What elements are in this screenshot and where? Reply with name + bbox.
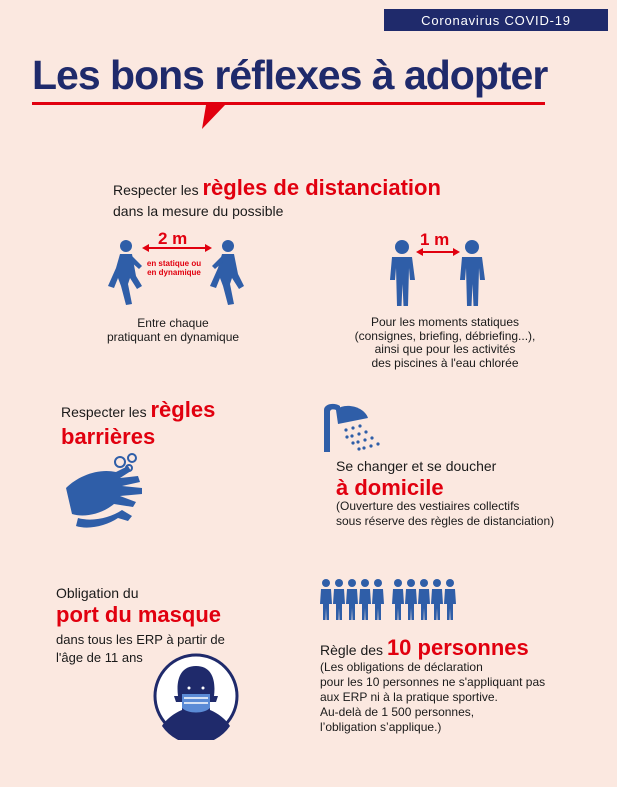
dynamic-caption: [88, 316, 258, 344]
barrieres-emphasis-2: barrières: [61, 424, 156, 449]
domicile-line3: sous réserve des règles de distanciation): [336, 514, 555, 528]
topic-banner: Coronavirus COVID-19: [384, 9, 608, 31]
masque-line2: dans tous les ERP à partir de: [56, 632, 225, 647]
personnes-prefix: Règle des: [320, 642, 387, 658]
personnes-line4: Au-delà de 1 500 personnes,: [320, 705, 475, 719]
domicile-emphasis: à domicile: [336, 475, 444, 500]
dynamic-caption-line2: pratiquant en dynamique: [106, 330, 240, 344]
domicile-line1: Se changer et se doucher: [336, 458, 497, 474]
personnes-details: [320, 660, 545, 735]
personnes-line2: pour les 10 personnes ne s'appliquant pas: [320, 675, 546, 689]
barrieres-emphasis-1: règles: [150, 397, 216, 422]
hand-washing-icon: [58, 452, 158, 530]
static-caption-line1: Pour les moments statiques: [370, 315, 520, 329]
static-caption: [330, 316, 560, 370]
distanciation-subline: dans la mesure du possible: [113, 203, 284, 219]
barrieres-prefix: Respecter les: [61, 404, 151, 420]
dynamic-caption-line1: Entre chaque: [137, 316, 209, 330]
distance-1m-label: 1 m: [420, 230, 450, 249]
personnes-line5: l’obligation s’applique.): [320, 720, 442, 734]
masque-line1: Obligation du: [56, 585, 139, 601]
distanciation-heading: [113, 176, 441, 200]
personnes-line3: aux ERP ni à la pratique sportive.: [320, 690, 498, 704]
domicile-details: [336, 499, 554, 529]
static-caption-line4: des piscines à l'eau chlorée: [371, 355, 519, 370]
distance-2m-subtext-line1: en statique ou: [146, 259, 202, 268]
static-caption-line3: ainsi que pour les activités: [374, 342, 516, 356]
personnes-heading: [320, 636, 529, 660]
page-title: Les bons réflexes à adopter: [32, 52, 548, 98]
distance-2m-subtext-line2: en dynamique: [147, 268, 201, 277]
distance-2m-subtext: [142, 259, 206, 277]
barrieres-heading: [61, 398, 215, 422]
masque-line3: l'âge de 11 ans: [56, 650, 143, 665]
distance-2m-label: 2 m: [158, 229, 188, 248]
face-mask-icon: [152, 652, 240, 740]
personnes-emphasis: 10 personnes: [386, 635, 529, 660]
domicile-line2: (Ouverture des vestiaires collectifs: [336, 499, 520, 513]
static-caption-line2: (consignes, briefing, débriefing...),: [354, 328, 536, 343]
speech-bubble-underline: [30, 95, 550, 135]
group-of-people-icon: [320, 578, 462, 622]
distanciation-prefix: Respecter les: [113, 182, 203, 198]
distanciation-emphasis: règles de distanciation: [202, 175, 441, 200]
masque-emphasis: port du masque: [56, 602, 222, 627]
shower-icon: [320, 402, 384, 454]
personnes-line1: (Les obligations de déclaration: [320, 660, 483, 674]
